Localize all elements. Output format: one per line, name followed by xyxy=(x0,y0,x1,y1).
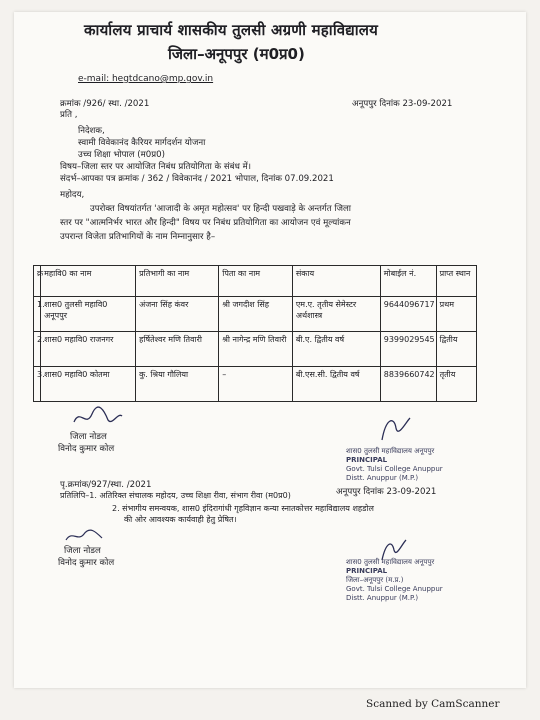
scanner-watermark: Scanned by CamScanner xyxy=(366,698,500,710)
cell-faculty: बी.एस.सी. द्वितीय वर्ष xyxy=(292,367,380,402)
cell-father: श्री नागेन्द्र मणि तिवारी xyxy=(219,332,293,367)
header-college: महावि0 का नाम xyxy=(41,266,136,297)
cell-faculty: एम.ए. तृतीय सेमेस्टर अर्थशास्त्र xyxy=(292,297,380,332)
cell-participant: कु. श्रिया गौलिया xyxy=(136,367,219,402)
table-row xyxy=(34,367,477,402)
recipient-line: उच्च शिक्षा भोपाल (म0प्र0) xyxy=(78,150,165,160)
letter-prati: प्रति , xyxy=(60,110,78,120)
nodal-officer-title: जिला नोडल xyxy=(64,546,101,556)
nodal-officer-name: विनोद कुमार कोल xyxy=(58,444,115,454)
copy-ref-number: पृ.क्रमांक/927/स्था. /2021 xyxy=(60,480,152,490)
letter-body-line: उपरोक्त विषयांतर्गत 'आजादी के अमृत महोत्सव' पर हिन्दी पखवाड़े के अन्तर्गत जिला xyxy=(90,204,352,214)
copy-date: अनूपपुर दिनांक 23-09-2021 xyxy=(336,487,437,497)
cell-participant: अंजना सिंह कंवर xyxy=(136,297,219,332)
cell-father: श्री जगदीश सिंह xyxy=(219,297,293,332)
principal-stamp-1: शास0 तुलसी महाविद्यालय अनूपपुर PRINCIPAL Govt. Tulsi College Anuppur Distt. Anuppur (M.P.) xyxy=(346,447,443,482)
principal-signature-1 xyxy=(376,412,416,446)
cell-position: प्रथम xyxy=(436,297,476,332)
cell-mobile: 9399029545 xyxy=(380,332,436,367)
cell-father: – xyxy=(219,367,293,402)
letter-subject: विषय–जिला स्तर पर आयोजित निबंध प्रतियोगिता के संबंध में। xyxy=(60,162,252,172)
winners-table xyxy=(33,265,477,402)
cell-faculty: बी.ए. द्वितीय वर्ष xyxy=(292,332,380,367)
cell-serial: 3. xyxy=(34,367,41,402)
principal-stamp-2: शास0 तुलसी महाविद्यालय अनूपपुर PRINCIPAL जिला–अनूपपुर (म.प्र.) Govt. Tulsi College Anuppur Distt. Anuppur (M.P.) xyxy=(346,558,443,602)
letter-salutation: महोदय, xyxy=(60,190,85,200)
header-participant: प्रतिभागी का नाम xyxy=(136,266,219,297)
header-mobile: मोबाईल नं. xyxy=(380,266,436,297)
cell-college: शास0 महावि0 राजनगर xyxy=(41,332,136,367)
copy-line: प्रतिलिपि–1. अतिरिक्त संचालक महोदय, उच्च शिक्षा रीवा, संभाग रीवा (म0प्र0) xyxy=(60,491,291,500)
cell-position: तृतीय xyxy=(436,367,476,402)
cell-mobile: 9644096717 xyxy=(380,297,436,332)
header-faculty: संकाय xyxy=(292,266,380,297)
cell-participant: हर्षितेश्वर मणि तिवारी xyxy=(136,332,219,367)
nodal-officer-title: जिला नोडल xyxy=(70,432,107,442)
table-header-row xyxy=(34,266,477,297)
table-row xyxy=(34,297,477,332)
cell-position: द्वितीय xyxy=(436,332,476,367)
letter-body-line: स्तर पर "आत्मनिर्भर भारत और हिन्दी" विषय पर निबंध प्रतियोगिता का आयोजन एवं मूल्यांकन xyxy=(60,218,351,228)
cell-serial: 1. xyxy=(34,297,41,332)
header-position: प्राप्त स्थान xyxy=(436,266,476,297)
nodal-signature-2 xyxy=(62,528,112,544)
table-row xyxy=(34,332,477,367)
header-father: पिता का नाम xyxy=(219,266,293,297)
letter-body-line: उपरान्त विजेता प्रतिभागियों के नाम निम्नानुसार है– xyxy=(60,232,216,242)
header-serial: क्र xyxy=(34,266,41,297)
cell-serial: 2. xyxy=(34,332,41,367)
letter-ref-number: क्रमांक /926/ स्था. /2021 xyxy=(60,99,150,109)
nodal-signature-1 xyxy=(70,404,126,430)
nodal-officer-name: विनोद कुमार कोल xyxy=(58,558,115,568)
recipient-line: स्वामी विवेकानंद कैरियर मार्गदर्शन योजना xyxy=(78,138,206,148)
recipient-line: निदेशक, xyxy=(78,126,105,136)
copy-line: 2. संभागीय समन्वयक, शास0 इंदिरागांधी गृहविज्ञान कन्या स्नातकोत्तर महाविद्यालय शहडोल xyxy=(112,504,374,513)
office-district: जिला–अनूपपुर (म0प्र0) xyxy=(168,45,305,63)
office-email: e-mail: hegtdcano@mp.gov.in xyxy=(78,74,214,84)
office-title: कार्यालय प्राचार्य शासकीय तुलसी अग्रणी महाविद्यालय xyxy=(84,21,379,39)
letter-reference: संदर्भ–आपका पत्र क्रमांक / 362 / विवेकानंद / 2021 भोपाल, दिनांक 07.09.2021 xyxy=(60,174,334,184)
letter-date: अनूपपुर दिनांक 23-09-2021 xyxy=(352,99,453,109)
copy-line: की ओर आवश्यक कार्यवाही हेतु प्रेषित। xyxy=(124,515,237,524)
cell-college: शास0 तुलसी महावि0 अनूपपुर xyxy=(41,297,136,332)
cell-college: शास0 महावि0 कोतमा xyxy=(41,367,136,402)
cell-mobile: 8839660742 xyxy=(380,367,436,402)
